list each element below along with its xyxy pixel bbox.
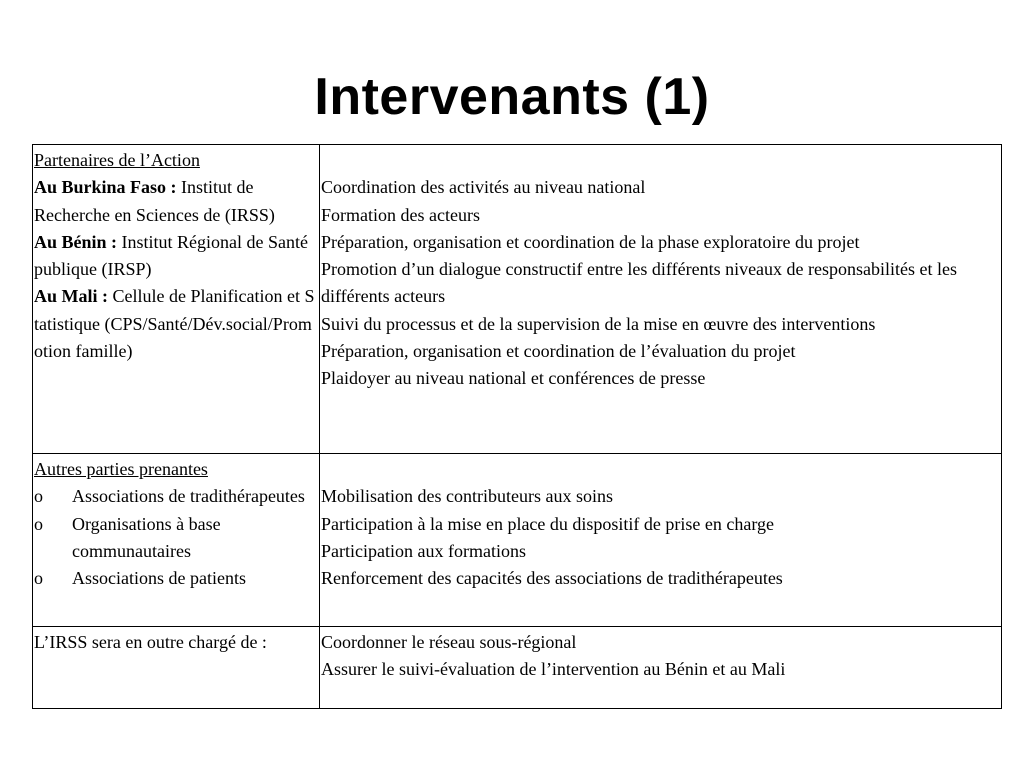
partner-benin xyxy=(34,229,319,284)
irss-roles-cell xyxy=(320,627,1002,709)
partner-mali xyxy=(34,283,319,365)
stakeholders-heading: Autres parties prenantes xyxy=(34,459,208,479)
irss-cell xyxy=(33,627,320,709)
role-item: Mobilisation des contributeurs aux soins xyxy=(321,486,613,507)
partner-text: Institut de Recherche en Sciences de (IRSS) xyxy=(34,177,275,225)
list-item xyxy=(34,483,319,510)
slide-title: Intervenants (1) xyxy=(314,68,710,126)
role-item: Renforcement des capacités des associations de tradithérapeutes xyxy=(321,568,783,589)
partner-label: Au Mali : xyxy=(34,286,108,307)
list-item-text: Associations de tradithérapeutes xyxy=(72,486,305,507)
table-row xyxy=(33,627,1002,709)
list-item xyxy=(34,511,319,566)
role-item: Préparation, organisation et coordination de la phase exploratoire du projet xyxy=(321,231,860,252)
partners-roles-cell xyxy=(320,145,1002,454)
irss-text: L’IRSS sera en outre chargé de : xyxy=(34,632,267,652)
intervenants-table xyxy=(32,144,1002,709)
partner-label: Au Burkina Faso : xyxy=(34,177,177,198)
role-item: Participation aux formations xyxy=(321,540,526,561)
list-item xyxy=(34,565,319,592)
role-item: Promotion d’un dialogue constructif entre les différents niveaux de responsabilités et les différents acteurs xyxy=(321,259,958,307)
stakeholders-roles-cell xyxy=(320,454,1002,627)
role-item: Assurer le suivi-évaluation de l’intervention au Bénin et au Mali xyxy=(321,659,786,680)
stakeholders-list xyxy=(34,483,319,592)
list-item-text: Associations de patients xyxy=(72,568,246,589)
partner-label: Au Bénin : xyxy=(34,231,118,252)
list-item-text: Organisations à base communautaires xyxy=(72,513,221,561)
role-item: Préparation, organisation et coordination de l’évaluation du projet xyxy=(321,341,796,362)
bullet-icon: o xyxy=(34,568,43,589)
bullet-icon: o xyxy=(34,513,43,534)
role-item: Formation des acteurs xyxy=(321,204,480,225)
partner-text: Institut Régional de Santé publique (IRSP) xyxy=(34,231,308,280)
role-item: Coordonner le réseau sous-régional xyxy=(321,632,577,652)
bullet-icon: o xyxy=(34,486,43,507)
partner-text: Cellule de Planification et Statistique (CPS/Santé/Dév.social/Promotion famille) xyxy=(34,286,315,362)
role-item: Coordination des activités au niveau national xyxy=(321,177,646,198)
table-row xyxy=(33,145,1002,454)
partners-heading: Partenaires de l’Action xyxy=(34,150,200,170)
partner-burkina xyxy=(34,174,319,229)
role-item: Suivi du processus et de la supervision de la mise en œuvre des interventions xyxy=(321,313,876,334)
table-row xyxy=(33,454,1002,627)
partners-cell xyxy=(33,145,320,454)
stakeholders-cell xyxy=(33,454,320,627)
role-item: Plaidoyer au niveau national et conférences de presse xyxy=(321,368,706,389)
role-item: Participation à la mise en place du dispositif de prise en charge xyxy=(321,513,775,534)
